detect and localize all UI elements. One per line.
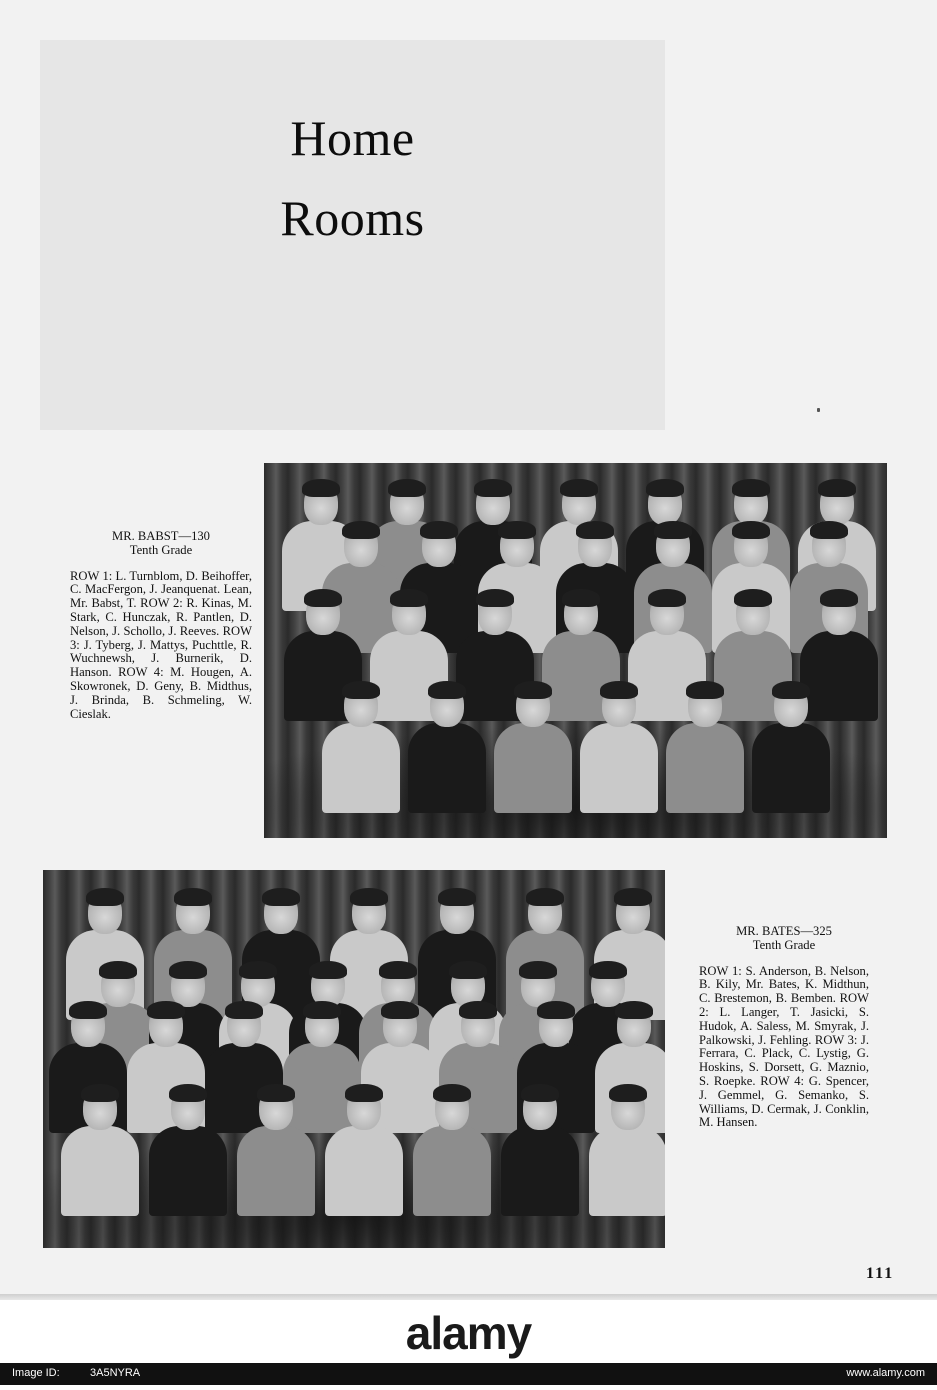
caption-rows: ROW 1: S. Anderson, B. Nelson, B. Kily, Mr. Bates, K. Midthun, C. Brestemon, B. Bemben. ROW 2: L. Langer, T. Jasicki, S. Hudok, A. Saless, M. Smyrak, J. Palkowski, J. Fehling. ROW 3: J. Ferrara, C. Plack, C. Lystig, G. Hoskins, S. Dorsett, G. Maznio, S. Roepke. ROW 4: G. Spencer, J. Gemmel, G. Semanko, S. Williams, D. Cermak, J. Conklin, M. Hansen. [699,963,869,1130]
watermark-meta [0,1363,937,1385]
caption-teacher: MR. BATES—325 [736,924,832,938]
caption-teacher: MR. BABST—130 [112,529,210,543]
title-panel [40,40,665,430]
image-id: 3A5NYRA [90,1367,141,1379]
caption-babst [70,530,252,721]
caption-grade: Tenth Grade [129,542,193,557]
watermark-bar [0,1300,937,1390]
group-photo-babst [264,463,887,838]
caption-bates [699,925,869,1130]
print-speck [817,408,820,412]
watermark-logo: alamy [405,1307,532,1359]
caption-rows: ROW 1: L. Turnblom, D. Beihoffer, C. MacFergon, J. Jeanquenat. Lean, Mr. Babst, T. ROW 2: R. Kinas, M. Stark, C. Hunczak, R. Pantlen, D. Nelson, J. Schollo, J. Reeves. ROW 3: J. Tyberg, J. Mattys, Puchttle, R. Wuchnewsh, J. Burnerik, D. Hanson. ROW 4: M. Hougen, A. Skowronek, D. Geny, B. Midthus, J. Brinda, B. Schmeling, W. Cieslak. [70,568,252,721]
caption-grade: Tenth Grade [752,937,816,952]
image-id-label: Image ID: [12,1367,60,1379]
page-number: 111 [866,1265,895,1282]
page-title-line-2: Rooms [280,190,425,246]
site-url: www.alamy.com [846,1367,925,1379]
page-title-line-1: Home [290,110,415,166]
group-photo-bates [43,870,665,1248]
